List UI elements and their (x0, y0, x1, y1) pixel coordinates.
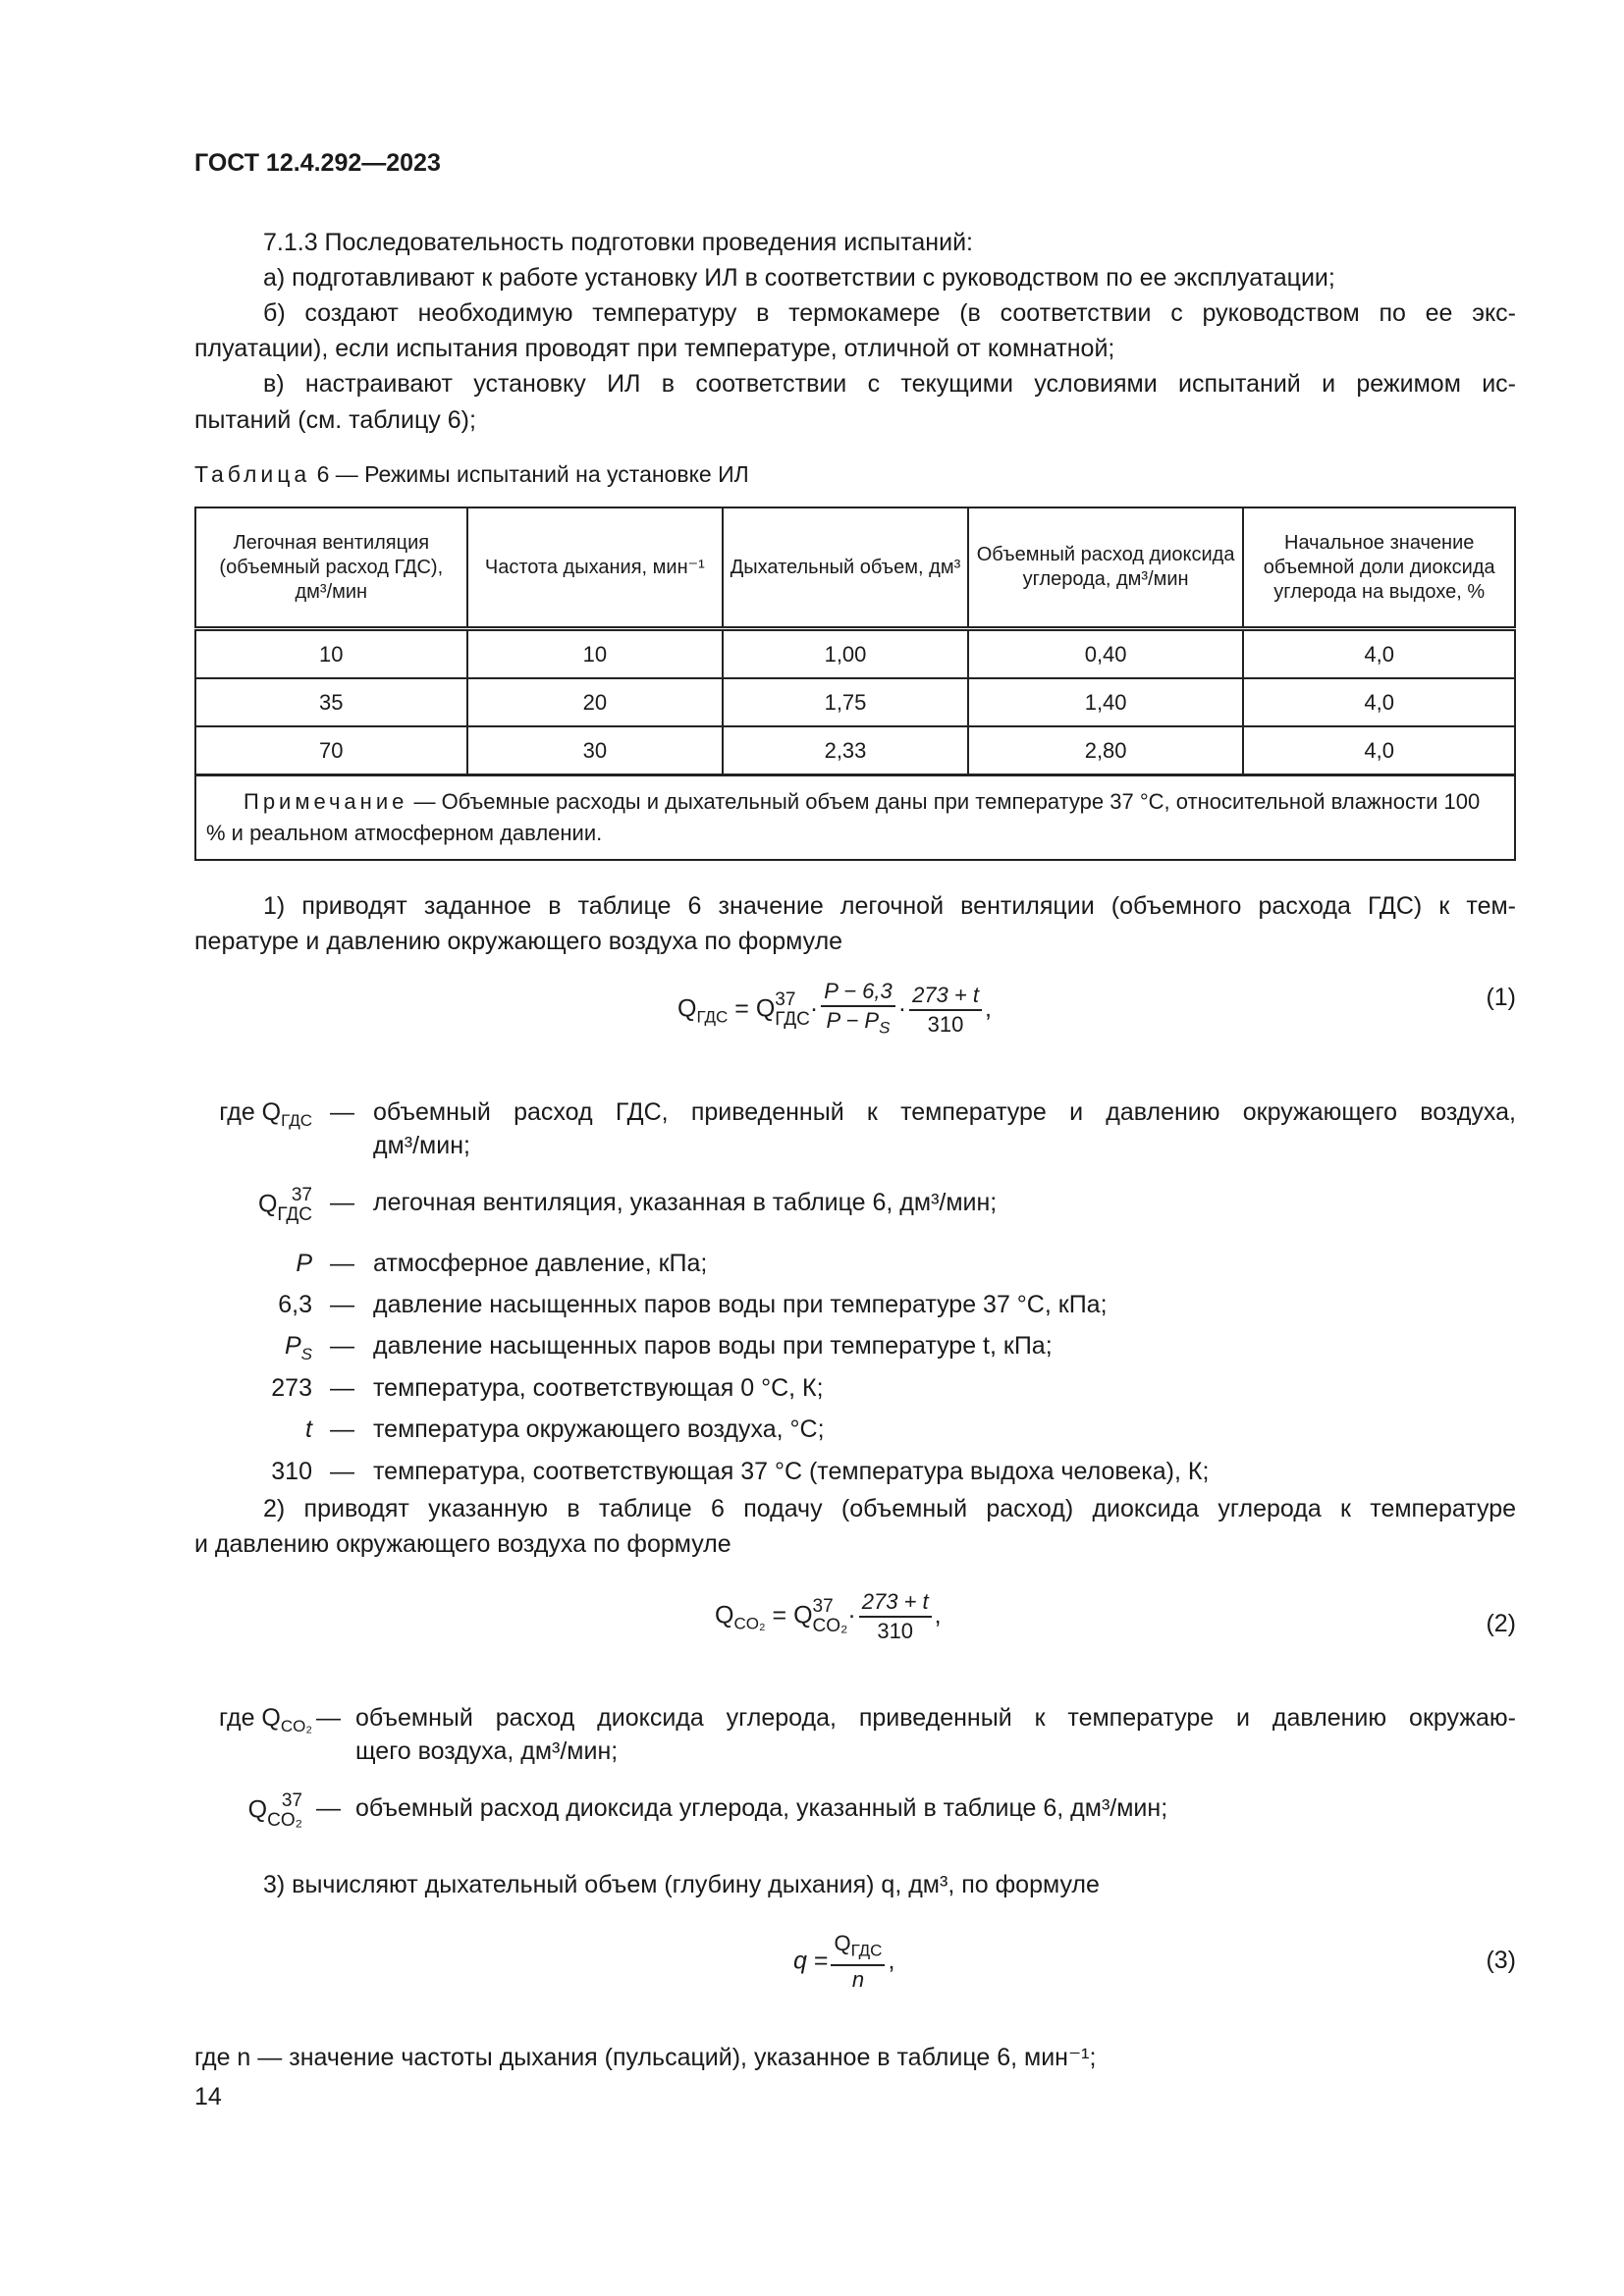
step-3: 3) вычисляют дыхательный объем (глубину дыхания) q, дм³, по формуле (263, 1871, 1100, 1898)
step-2-cont: и давлению окружающего воздуха по формуле (194, 1530, 731, 1558)
col-header: Легочная вентиляция (объемный расход ГДС), дм³/мин (195, 507, 467, 629)
definition: легочная вентиляция, указанная в таблице 6, дм³/мин; (373, 1189, 998, 1216)
dash: — (330, 1291, 354, 1318)
f-den: 310 (927, 1011, 964, 1037)
table-row (195, 678, 1515, 726)
f-eq: = (772, 1601, 787, 1629)
modes-table (194, 507, 1516, 861)
formula-3: q = $\frac{Q_{ГДС}}{n}$ , (793, 1931, 895, 1993)
cell: 4,0 (1243, 678, 1515, 726)
term: P (296, 1250, 312, 1277)
f-den: 310 (877, 1619, 914, 1643)
step-a: а) подготавливают к работе установку ИЛ в соответствии с руководством по ее эксплуатации; (263, 264, 1335, 292)
dash: — (316, 1704, 341, 1732)
definition: температура, соответствующая 37 °С (температура выдоха человека), К; (373, 1458, 1210, 1485)
cell: 1,75 (723, 678, 968, 726)
step-1: 1) приводят заданное в таблице 6 значение легочной вентиляции (объемного расхода ГДС) к тем- (263, 892, 1516, 920)
col-header: Частота дыхания, мин⁻¹ (467, 507, 724, 629)
term-sup: 37 (281, 1790, 302, 1811)
f-q: Q (755, 994, 776, 1023)
f-sup: 37 (812, 1596, 834, 1617)
step-2: 2) приводят указанную в таблице 6 подачу (объемный расход) диоксида углерода к температуре (263, 1495, 1516, 1522)
f-q: Q (715, 1601, 734, 1629)
note-text: — Объемные расходы и дыхательный объем даны при температуре 37 °С, относительной влажности 100 % и реальном атмосферном давлении. (206, 789, 1481, 845)
col-header: Дыхательный объем, дм³ (723, 507, 968, 629)
dash: — (330, 1415, 354, 1443)
table-header-row (195, 507, 1515, 629)
f-num: 273 + t (859, 1588, 932, 1618)
f-num: 273 + t (909, 982, 982, 1011)
table-note (195, 775, 1515, 861)
f-sub: ГДС (696, 1007, 729, 1027)
term: где Q (219, 1704, 281, 1732)
f-q: Q (677, 994, 697, 1023)
table-row (195, 726, 1515, 775)
note-word: Примечание (244, 789, 408, 814)
cell: 2,80 (968, 726, 1244, 775)
definition: давление насыщенных паров воды при температуре t, кПа; (373, 1332, 1053, 1360)
page-number: 14 (194, 2083, 222, 2110)
step-b-cont: плуатации), если испытания проводят при температуре, отличной от комнатной; (194, 335, 1115, 362)
section-title: 7.1.3 Последовательность подготовки проведения испытаний: (263, 229, 973, 256)
cell: 30 (467, 726, 724, 775)
term-sub: ГДС (277, 1204, 312, 1225)
table-caption (194, 461, 749, 488)
term: Q (257, 1190, 278, 1218)
f-q: Q (793, 1601, 813, 1629)
col-header: Объемный расход диоксида углерода, дм³/мин (968, 507, 1244, 629)
definition: давление насыщенных паров воды при температуре 37 °С, кПа; (373, 1291, 1108, 1318)
cell: 1,40 (968, 678, 1244, 726)
equation-number: (1) (1486, 984, 1516, 1011)
term-sub: CO₂ (267, 1810, 302, 1831)
term: 6,3 (278, 1291, 312, 1318)
where-n: где n — значение частоты дыхания (пульсаций), указанное в таблице 6, мин⁻¹; (194, 2044, 1097, 2071)
dash: — (330, 1250, 354, 1277)
dash: — (330, 1374, 354, 1402)
cell: 4,0 (1243, 629, 1515, 679)
formula-2: $Q_{CO_2} = Q$ 37 CO₂ · $\frac{273 + t}{310}$ , (715, 1589, 942, 1643)
definition: температура окружающего воздуха, °С; (373, 1415, 825, 1443)
dash: — (330, 1189, 354, 1216)
cell: 10 (195, 629, 467, 679)
term-sub: CO₂ (280, 1717, 312, 1735)
table-note-row (195, 775, 1515, 861)
term-sub: ГДС (281, 1111, 312, 1130)
f-q: q (793, 1947, 807, 1975)
cell: 35 (195, 678, 467, 726)
definition-cont: дм³/мин; (373, 1132, 470, 1159)
step-b: б) создают необходимую температуру в термокамере (в соответствии с руководством по ее экс- (263, 299, 1516, 327)
definition-cont: щего воздуха, дм³/мин; (355, 1737, 619, 1765)
f-sub: ГДС (775, 1008, 810, 1030)
step-1-cont: пературе и давлению окружающего воздуха по формуле (194, 928, 843, 955)
step-c-cont: пытаний (см. таблицу 6); (194, 406, 476, 434)
f-num: P − 6,3 (821, 978, 895, 1007)
f-eq: = (813, 1947, 829, 1975)
step-c: в) настраивают установку ИЛ в соответствии с текущими условиями испытаний и режимом ис- (263, 370, 1516, 398)
term: P (284, 1332, 301, 1360)
f-eq: = (734, 994, 749, 1023)
definition: объемный расход диоксида углерода, приведенный к температуре и давлению окружаю- (355, 1704, 1516, 1732)
term-sub: S (300, 1345, 312, 1363)
definition: атмосферное давление, кПа; (373, 1250, 708, 1277)
f-sub: CO₂ (812, 1616, 848, 1636)
formula-1: $Q_{ГДС} = Q$ 37 ГДС · $\frac{P - 6,3}{P - P_S}$ · $\frac{273 + t}{310}$ , (677, 979, 992, 1038)
f-num: Q (834, 1931, 851, 1955)
definition: объемный расход диоксида углерода, указанный в таблице 6, дм³/мин; (355, 1794, 1168, 1822)
table-row (195, 629, 1515, 679)
cell: 0,40 (968, 629, 1244, 679)
document-header: ГОСТ 12.4.292—2023 (194, 149, 441, 177)
cell: 4,0 (1243, 726, 1515, 775)
cell: 10 (467, 629, 724, 679)
caption-word: Таблица (194, 461, 311, 487)
dash: — (330, 1098, 354, 1126)
equation-number: (2) (1486, 1610, 1516, 1637)
f-den-sub: S (879, 1018, 891, 1038)
f-sup: 37 (775, 988, 796, 1010)
term: где Q (219, 1098, 282, 1126)
cell: 70 (195, 726, 467, 775)
f-num-sub: ГДС (850, 1941, 883, 1960)
f-sub: CO₂ (733, 1614, 766, 1633)
dash: — (330, 1458, 354, 1485)
cell: 2,33 (723, 726, 968, 775)
term: Q (247, 1795, 268, 1824)
term: 273 (271, 1374, 312, 1402)
term-sup: 37 (291, 1185, 312, 1205)
f-den: n (851, 1967, 865, 1993)
col-header: Начальное значение объемной доли диоксида углерода на выдохе, % (1243, 507, 1515, 629)
definition: объемный расход ГДС, приведенный к температуре и давлению окружающего воздуха, (373, 1098, 1516, 1126)
definition: температура, соответствующая 0 °С, К; (373, 1374, 824, 1402)
cell: 1,00 (723, 629, 968, 679)
term: 310 (271, 1458, 312, 1485)
cell: 20 (467, 678, 724, 726)
term: t (305, 1415, 312, 1443)
equation-number: (3) (1486, 1947, 1516, 1974)
dash: — (316, 1794, 341, 1822)
f-den: P − P (826, 1008, 880, 1033)
caption-text: 6 — Режимы испытаний на установке ИЛ (310, 461, 749, 487)
dash: — (330, 1332, 354, 1360)
